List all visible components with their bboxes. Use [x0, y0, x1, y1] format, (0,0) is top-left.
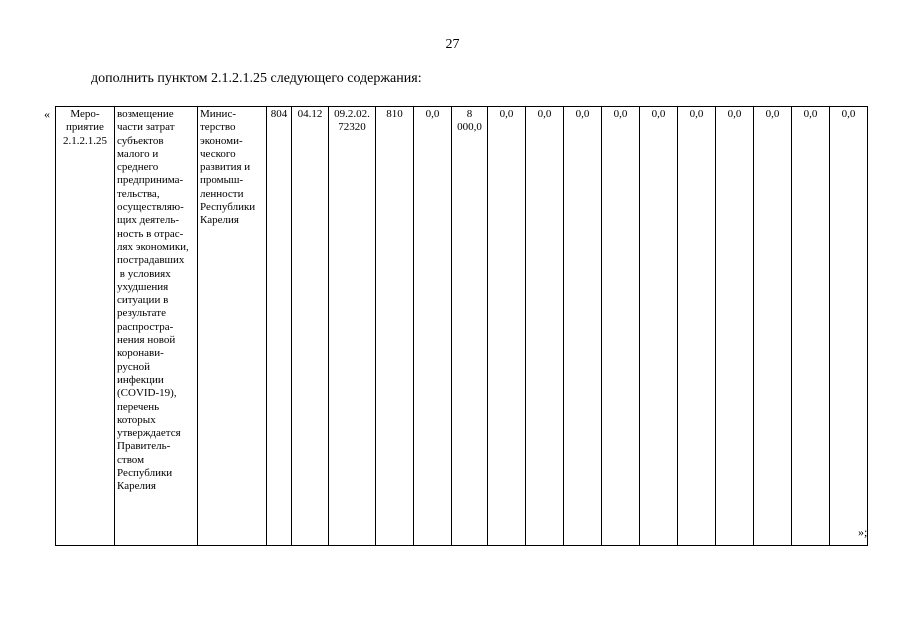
value-cell: 0,0 — [640, 107, 678, 546]
description-line: (COVID-19), — [117, 387, 177, 400]
executor-line: терство — [200, 121, 236, 134]
description-line: предпринима- — [117, 174, 184, 187]
description-line: щих деятель- — [117, 214, 180, 227]
executor-line: Минис- — [200, 108, 236, 120]
description-line: субъектов — [117, 134, 164, 147]
description-line: коронави- — [117, 347, 164, 360]
description-line: ситуации в — [117, 294, 169, 307]
csr-cell — [329, 107, 376, 546]
description-line: результате — [117, 307, 166, 320]
description-line: лях экономики, — [117, 240, 189, 253]
description-line: Карелия — [117, 480, 156, 493]
description-line: нения новой — [117, 334, 176, 347]
description-cell — [115, 107, 198, 546]
value-cell: 0,0 — [602, 107, 640, 546]
executor-line: экономи- — [200, 134, 243, 147]
description-line: Правитель- — [117, 440, 171, 453]
description-line: ность в отрас- — [117, 227, 184, 240]
vr-cell: 810 — [376, 107, 414, 546]
grbs-cell: 804 — [267, 107, 292, 546]
description-line: Республики — [117, 467, 173, 480]
description-line: перечень — [117, 400, 160, 413]
description-line: которых — [117, 413, 156, 426]
executor-line: Республики — [200, 201, 256, 214]
description-line: ухудшения — [117, 280, 169, 293]
table-row — [56, 107, 868, 546]
activity-line: Меро- — [70, 108, 100, 120]
description-line: среднего — [117, 161, 159, 174]
page-number: 27 — [445, 37, 460, 52]
activity-line: 2.1.2.1.25 — [63, 134, 107, 147]
value-cell: 0,0 — [414, 107, 452, 546]
value-cell: 0,0 — [792, 107, 830, 546]
rzpr-cell: 04.12 — [292, 107, 329, 546]
executor-line: развития и — [200, 161, 251, 174]
activity-line: приятие — [66, 121, 104, 134]
value-cell: 0,0 — [754, 107, 792, 546]
description-line: русной — [117, 360, 151, 373]
csr-line: 72320 — [338, 121, 366, 134]
executor-line: промыш- — [200, 174, 244, 187]
value-cell: 0,0 — [526, 107, 564, 546]
description-line: инфекции — [117, 373, 164, 386]
description-line: распростра- — [117, 320, 174, 333]
value-cell: 0,0 — [716, 107, 754, 546]
closing-quote: »; — [858, 525, 868, 539]
description-line: утверждается — [117, 427, 181, 440]
executor-cell — [198, 107, 267, 546]
opening-quote: « — [44, 107, 50, 121]
description-line: тельства, — [117, 187, 160, 200]
executor-line: ческого — [200, 147, 236, 160]
description-line: малого и — [117, 147, 159, 160]
value-cell: 0,0 — [488, 107, 526, 546]
description-line: ством — [117, 453, 145, 466]
description-line: пострадавших — [117, 254, 185, 267]
budget-table — [55, 106, 868, 546]
value-cell — [452, 107, 488, 546]
value-cell: 0,0 — [830, 107, 868, 546]
csr-line: 09.2.02. — [334, 108, 370, 120]
executor-line: Карелия — [200, 214, 239, 227]
value-line: 8 — [466, 108, 473, 120]
value-cell: 0,0 — [678, 107, 716, 546]
value-line: 000,0 — [457, 121, 482, 134]
description-line: в условиях — [117, 267, 171, 280]
value-cell: 0,0 — [564, 107, 602, 546]
executor-line: ленности — [200, 187, 244, 200]
description-line: возмещение — [117, 108, 174, 120]
description-line: части затрат — [117, 121, 175, 134]
activity-cell — [56, 107, 115, 546]
intro-text: дополнить пунктом 2.1.2.1.25 следующего содержания: — [91, 71, 422, 86]
description-line: осуществляю- — [117, 201, 184, 214]
